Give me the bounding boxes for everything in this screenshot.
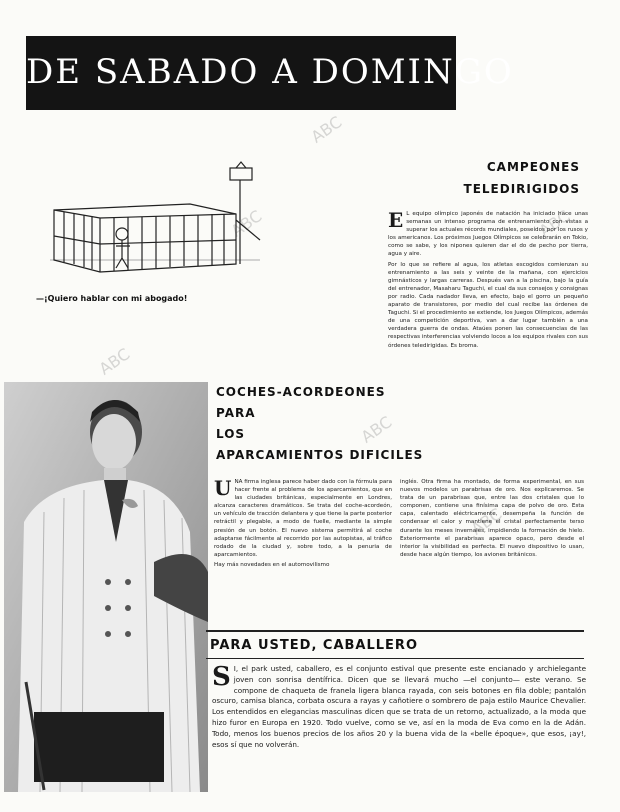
watermark-text: ABC: [467, 504, 506, 539]
article-campeones: E L equipo olímpico japonés de natación ha iniciado hace unas semanas un intenso programa de entrenamiento con vistas a superar los actuales récords mundiales, poseídos por los rusos y los americanos. Los próximos Juegos Olímpicos se celebrarán en Tokio, como se sabe, y los nipones quieren dar el do de pecho por tierra, agua y aire. Por lo que se refiere al agua, los atletas escogidos comienzan su entrenamiento a las seis y veinte de la mañana, con ejercicios gimnásticos y largas carreras. Después van a la piscina, bajo la guía del entrenador, Masaharu Taguchi, el cual da sus consejos y consignas por radio. Cada nadador lleva, en efecto, bajo el gorro un pequeño aparato de transistores, por medio del cual recibe las órdenes de Taguchi. Si el procedimiento se extiende, los Juegos Olímpicos, además de una competición deportiva, van a dar lugar también a una verdadera guerra de ondas. Ataúes ponen las consecuencias de las respectivas interferencias volviendo locos a los equipos rivales con sus órdenes teledirigidas. Es broma.: [388, 210, 588, 349]
section-title-caballero: PARA USTED, CABALLERO: [210, 638, 418, 653]
header-banner: [26, 36, 514, 110]
watermark-text: ABC: [95, 344, 134, 379]
article-coches-left: U NA firma inglesa parece haber dado con la fórmula para hacer frente al problema de los aparcamientos, que en las ciudades británicas, especialmente en Londres, alcanza caracteres dramáticos. Se trata del coche-acordeón, un vehículo de tracción delantera y que tiene la parte posterior retráctil y plegable, a modo de fuelle, mediante la simple presión de un botón. El nuevo sistema permitirá al coche adaptarse fácilmente al recorrido por las autopistas, al tráfico rodado de la ciudad y, sobre todo, a la penuria de aparcamientos. Hay más novedades en el automovilismo: [214, 478, 392, 568]
drop-cap: S: [212, 664, 231, 692]
illustration-caption: —¡Quiero hablar con mi abogado!: [36, 294, 188, 303]
section-divider: [206, 658, 584, 659]
drop-cap: U: [214, 478, 232, 500]
section-title-coches: COCHES-ACORDEONES PARA LOS APARCAMIENTOS DIFICILES: [216, 385, 424, 462]
cartoon-illustration: [40, 160, 270, 300]
watermark-text: ABC: [227, 206, 266, 241]
watermark-text: ABC: [307, 112, 346, 147]
page-title: DE SABADO A DOMINGO: [26, 52, 514, 92]
drop-cap: E: [388, 210, 404, 232]
watermark-text: ABC: [357, 412, 396, 447]
article-coches-right: inglés. Otra firma ha montado, de forma experimental, en sus nuevos modelos un parabrisas de oro. Nos explicaremos. Se trata de un parabrisas que, entre las dos cristales que lo componen, contiene una finísima capa de polvo de oro. Esta capa, calentado eléctricamente, desempeña la función de condensar el calor y mantiene el cristal perfectamente terso durante los meses invernales, impidiendo la formación de hielo. Exteriormente el parabrisas aparece opaco, pero desde el interior la visibilidad es perfecta. El nuevo dispositivo lo usan, desde hace algún tiempo, los aviones británicos.: [400, 479, 584, 558]
article-caballero: S I, el park usted, caballero, es el conjunto estival que presente este encianado y archielegante joven con sonrisa dentífrica. Dicen que se llevará mucho —el conjunto— este verano. Se compone de chaqueta de franela ligera blanca rayada, con seis botones en fila doble; pantalón oscuro, camisa blanca, corbata oscura a rayas y cañotiere o sombrero de paja estilo Maurice Chevalier. Los entendidos en elegancias masculinas dicen que se trata de un retorno, actualizado, a la moda que hizo furor en Europa en 1920. Todo vuelve, como se ve, así en la moda de Eva como en la de Adán. Todo, menos los buenos precios de los años 20 y la buena vida de la «belle époque», que esos, ¡ay!, esos sí que no volverán.: [212, 664, 586, 749]
section-title-campeones: CAMPEONES TELEDIRIGIDOS: [463, 160, 580, 196]
gentleman-photo: [4, 382, 208, 792]
watermark-text: ABC: [535, 206, 574, 241]
section-divider: [206, 630, 584, 632]
